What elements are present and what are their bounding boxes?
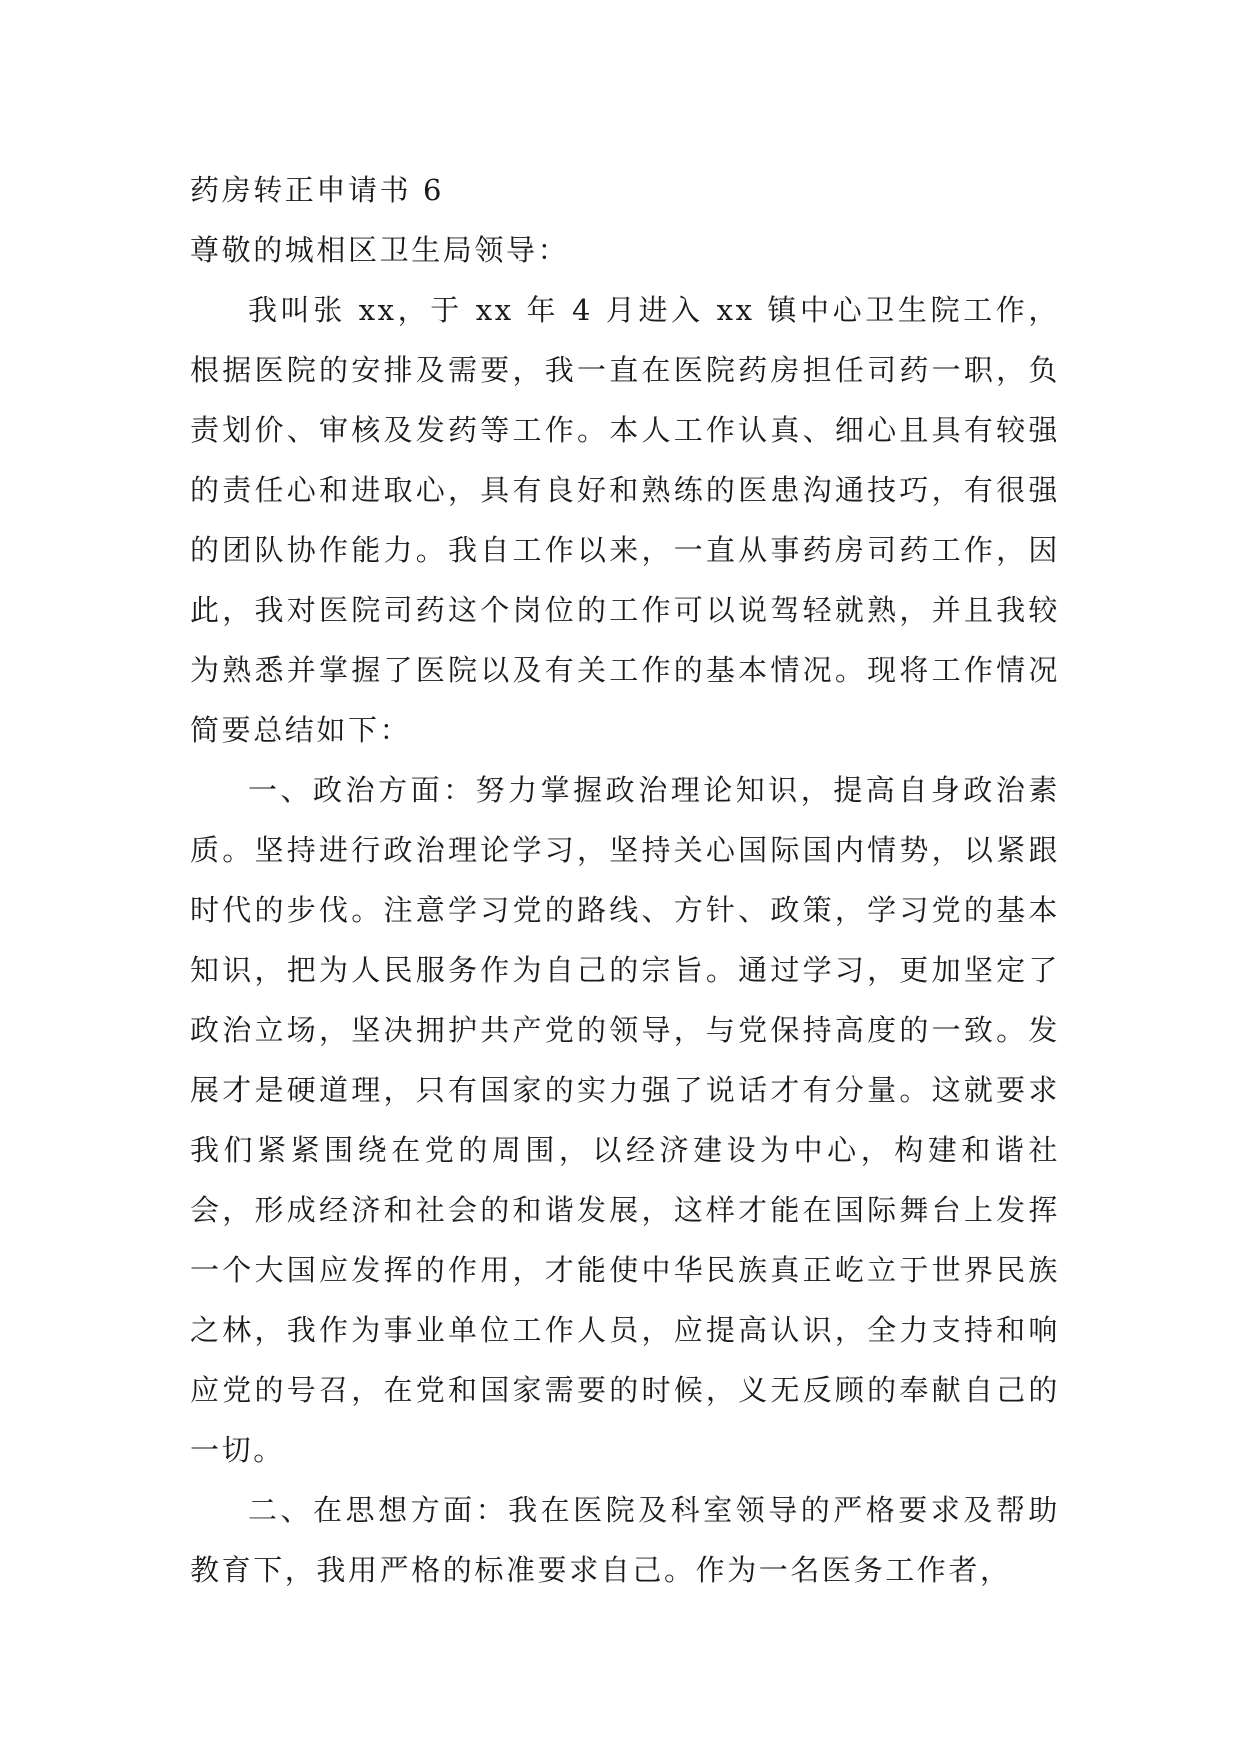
paragraph-ideological: 二、在思想方面：我在医院及科室领导的严格要求及帮助教育下，我用严格的标准要求自己。作为一名医务工作者， <box>190 1493 1060 1587</box>
document-body <box>190 160 1060 1600</box>
paragraph-political: 一、政治方面：努力掌握政治理论知识，提高自身政治素质。坚持进行政治理论学习，坚持关心国际国内情势，以紧跟时代的步伐。注意学习党的路线、方针、政策，学习党的基本知识，把为人民服务作为自己的宗旨。通过学习，更加坚定了政治立场，坚决拥护共产党的领导，与党保持高度的一致。发展才是硬道理，只有国家的实力强了说话才有分量。这就要求我们紧紧围绕在党的周围，以经济建设为中心，构建和谐社会，形成经济和社会的和谐发展，这样才能在国际舞台上发挥一个大国应发挥的作用，才能使中华民族真正屹立于世界民族之林，我作为事业单位工作人员，应提高认识，全力支持和响应党的号召，在党和国家需要的时候，义无反顾的奉献自己的一切。 <box>190 773 1060 1467</box>
document-title: 药房转正申请书 6 <box>190 173 445 207</box>
salutation: 尊敬的城相区卫生局领导： <box>190 233 570 267</box>
paragraph-intro: 我叫张 xx，于 xx 年 4 月进入 xx 镇中心卫生院工作，根据医院的安排及需要，我一直在医院药房担任司药一职，负责划价、审核及发药等工作。本人工作认真、细心且具有较强的责任心和进取心，具有良好和熟练的医患沟通技巧，有很强的团队协作能力。我自工作以来，一直从事药房司药工作，因此，我对医院司药这个岗位的工作可以说驾轻就熟，并且我较为熟悉并掌握了医院以及有关工作的基本情况。现将工作情况简要总结如下： <box>190 293 1060 747</box>
